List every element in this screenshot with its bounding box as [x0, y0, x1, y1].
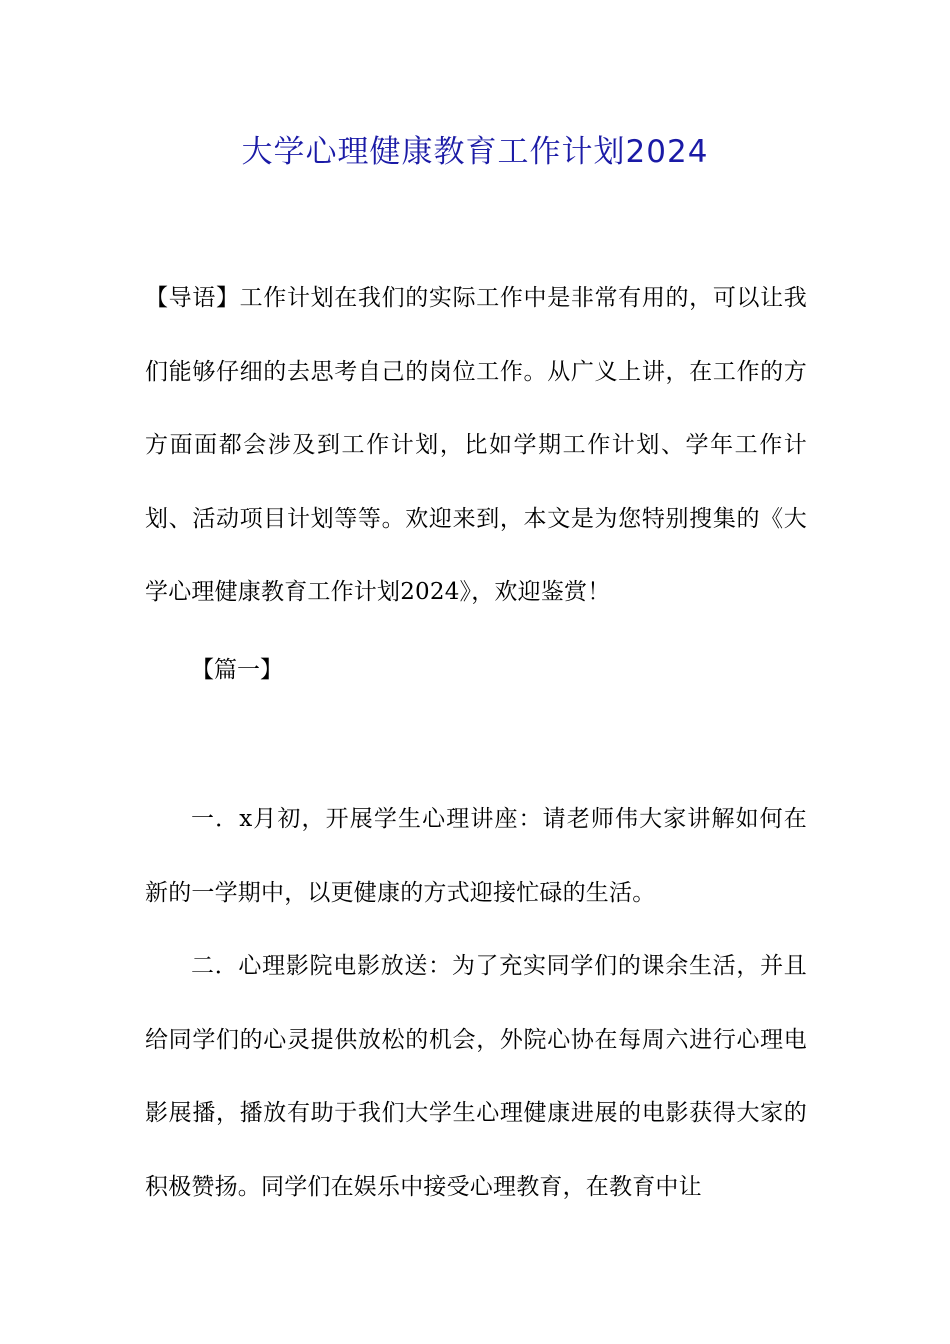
section-heading: 【篇一】	[191, 657, 283, 683]
list-item: 二．心理影院电影放送：为了充实同学们的课余生活，并且给同学们的心灵提供放松的机会，外院心协在每周六进行心理电影展播，播放有助于我们大学生心理健康进展的电影获得大家的积极赞扬。同学们在娱乐中接受心理教育，在教育中让	[145, 953, 807, 1200]
list-item: 一．x月初，开展学生心理讲座：请老师伟大家讲解如何在新的一学期中，以更健康的方式迎接忙碌的生活。	[145, 806, 807, 906]
intro-block	[145, 262, 807, 630]
document-title: 大学心理健康教育工作计划2024	[241, 134, 709, 170]
items-block	[145, 783, 807, 1224]
intro-paragraph: 【导语】工作计划在我们的实际工作中是非常有用的，可以让我们能够仔细的去思考自己的岗位工作。从广义上讲，在工作的方方面面都会涉及到工作计划，比如学期工作计划、学年工作计划、活动项目计划等等。欢迎来到，本文是为您特别搜集的《大学心理健康教育工作计划2024》，欢迎鉴赏！	[145, 285, 807, 605]
